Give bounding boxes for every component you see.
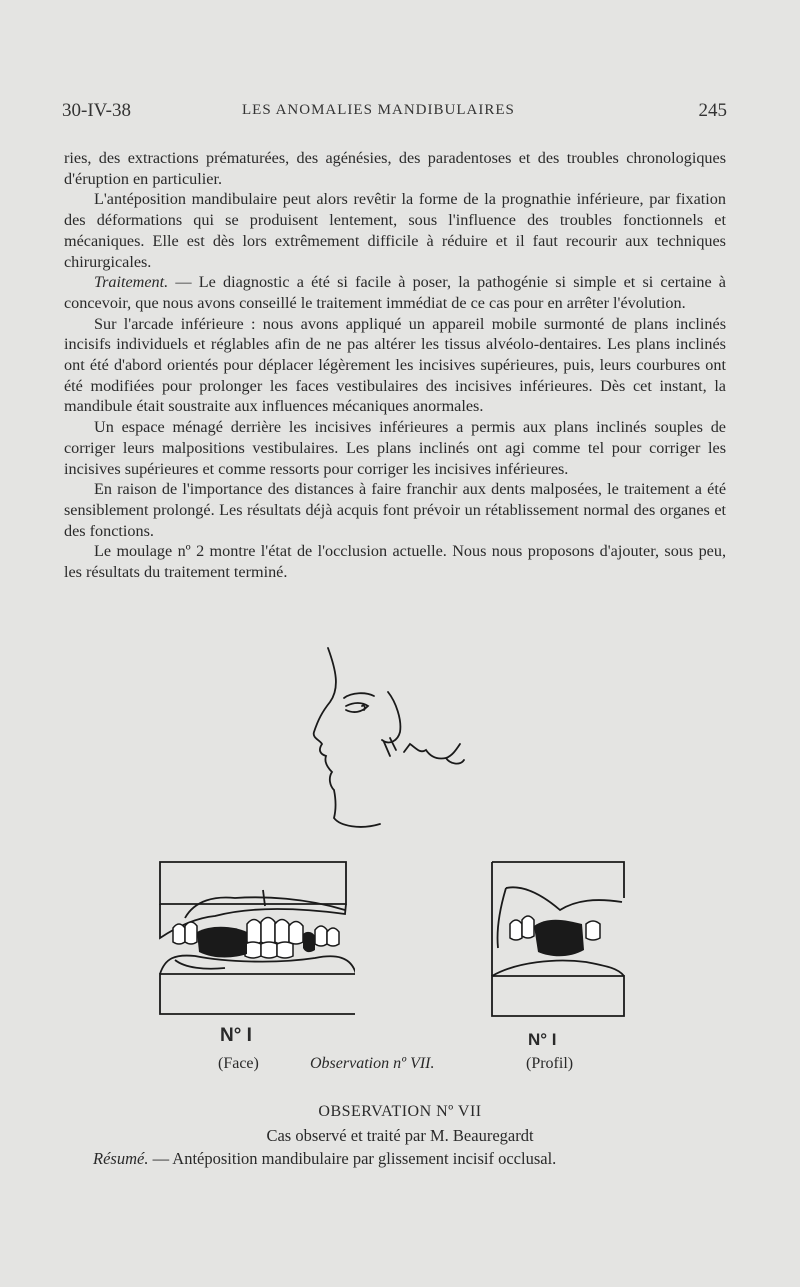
page-number: 245 bbox=[698, 100, 727, 121]
dental-cast-profile-figure bbox=[486, 858, 628, 1020]
observation-title: OBSERVATION Nº VII bbox=[318, 1103, 482, 1120]
dental-cast-face-figure bbox=[155, 858, 355, 1018]
paragraph-5: Un espace ménagé derrière les incisives inférieures a permis aux plans inclinés souples de corriger leurs malpositions vestibulaires. Les plans inclinés ont agi comme tel pour corriger les incisives supérieures et comme ressorts pour corriger les incisives inférieures. bbox=[64, 418, 726, 478]
paragraph-3-lead: Traitement. bbox=[94, 273, 169, 292]
observation-resume bbox=[93, 1149, 556, 1169]
header-date: 30-IV-38 bbox=[62, 100, 131, 121]
resume-lead: Résumé. bbox=[93, 1149, 149, 1168]
paragraph-7: Le moulage nº 2 montre l'état de l'occlusion actuelle. Nous nous proposons d'ajouter, sous peu, les résultats du traitement terminé. bbox=[64, 542, 726, 582]
paragraph-3 bbox=[64, 272, 726, 313]
header-title: LES ANOMALIES MANDIBULAIRES bbox=[242, 102, 515, 118]
paragraph-2: L'antéposition mandibulaire peut alors revêtir la forme de la prognathie inférieure, par fixation des déformations qui se produisent lentement, sous l'influence des troubles fonctionnels et mécaniques. Elle est dès lors extrêmement difficile à réduire et il faut recourir aux techniques chirurgicales. bbox=[64, 190, 726, 271]
figure-label-profile: N° I bbox=[528, 1030, 557, 1049]
paragraph-4: Sur l'arcade inférieure : nous avons appliqué un appareil mobile surmonté de plans inclinés incisifs individuels et réglables afin de ne pas altérer les tissus alvéolo-dentaires. Les plans inclinés ont été d'abord orientés pour déplacer légèrement les incisives supérieures, puis, leurs courbures ont été modifiées pour prolonger les faces vestibulaires des incisives inférieures. Dès cet instant, la mandibule était soustraite aux influences mécaniques anormales. bbox=[64, 314, 726, 416]
body-text bbox=[64, 148, 726, 583]
observation-subtitle: Cas observé et traité par M. Beauregardt bbox=[266, 1126, 534, 1145]
caption-observation: Observation nº VII. bbox=[310, 1055, 435, 1072]
paragraph-1: ries, des extractions prématurées, des agénésies, des paradentoses et des troubles chronologiques d'éruption en particulier. bbox=[64, 149, 726, 188]
paragraph-3-text: — Le diagnostic a été si facile à poser, la pathogénie si simple et si certaine à concevoir, que nous avons conseillé le traitement immédiat de ce cas pour en arrêter l'évolution. bbox=[64, 273, 726, 312]
figure-label-face: N° I bbox=[220, 1025, 252, 1046]
caption-face: (Face) bbox=[218, 1055, 259, 1072]
profile-sketch-figure bbox=[300, 640, 500, 840]
paragraph-6: En raison de l'importance des distances à faire franchir aux dents malposées, le traitement a été sensiblement prolongé. Les résultats déjà acquis font prévoir un rétablissement normal des organes et des fonctions. bbox=[64, 480, 726, 540]
caption-profil: (Profil) bbox=[526, 1055, 574, 1072]
resume-text: — Antéposition mandibulaire par glissement incisif occlusal. bbox=[148, 1149, 557, 1168]
